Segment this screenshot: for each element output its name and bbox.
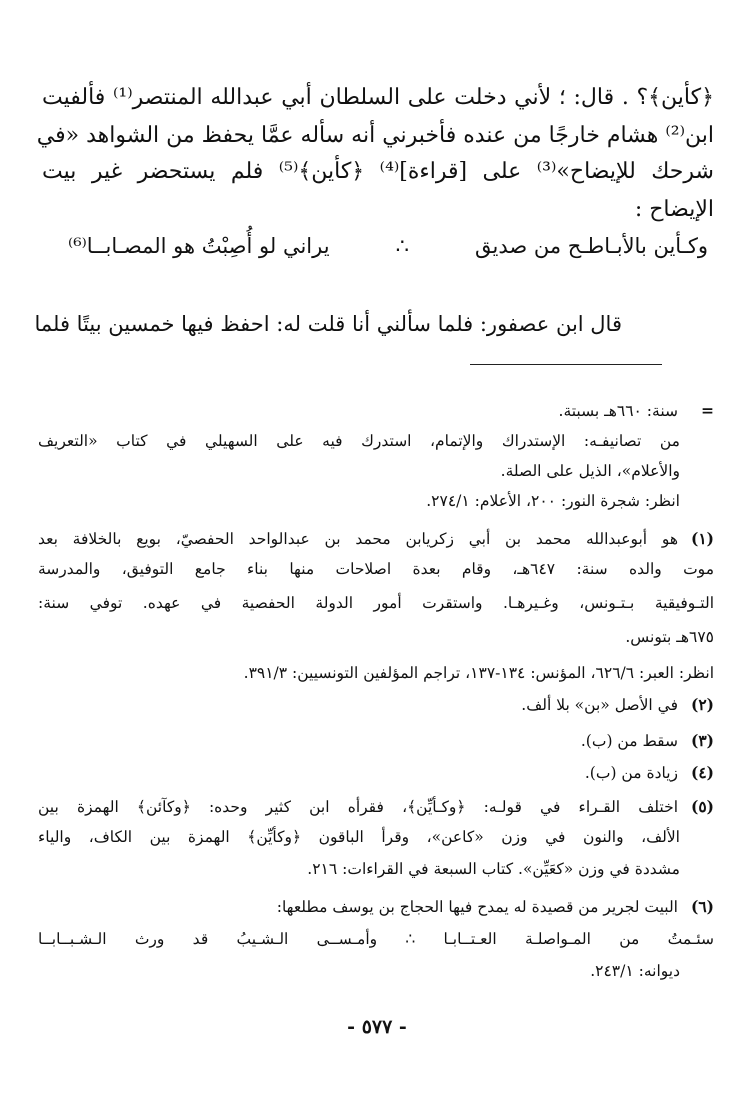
footnote-line: مشددة في وزن «كعَيِّن». كتاب السبعة في القراءات: ٢١٦. bbox=[307, 860, 680, 878]
footnote-number: (٥) bbox=[690, 797, 714, 816]
footnote-line bbox=[38, 894, 714, 920]
footnote-number: = bbox=[701, 401, 714, 420]
footnote-line bbox=[38, 692, 714, 718]
footnote-number: (٦) bbox=[690, 897, 714, 916]
main-text-line-2: ابن⁽²⁾ هشام خارجًا من عنده فأخبرني أنه سأله عمَّا يحفظ من الشواهد «في bbox=[36, 123, 714, 148]
footnote-text: سنة: ٦٦٠هـ بسبتة. bbox=[558, 402, 678, 420]
main-text-after-verse: قال ابن عصفور: فلما سألني أنا قلت له: احفظ فيها خمسين بيتًا فلما bbox=[34, 312, 622, 336]
verse-second-hemistich: يراني لو أُصِبْتُ هو المصـابــا⁽⁶⁾ bbox=[68, 234, 330, 258]
footnote-line bbox=[38, 526, 714, 552]
footnote-text: هو أبوعبدالله محمد بن أبي زكريابن محمد بن عبدالواحد الحفصيّ، بويع بالخلافة بعد bbox=[38, 530, 678, 548]
footnote-line: انظر: العبر: ٦٢٦/٦، المؤنس: ١٣٤-١٣٧، تراجم المؤلفين التونسيين: ٣٩١/٣. bbox=[243, 664, 714, 682]
footnote-number: (١) bbox=[690, 529, 714, 548]
main-text-line-1: ﴿كأين﴾؟ . قال: ؛ لأني دخلت على السلطان أبي عبدالله المنتصر⁽¹⁾ فألفيت bbox=[42, 85, 714, 110]
main-text-line-3: شرحك للإيضاح»⁽³⁾ على [قراءة]⁽⁴⁾ ﴿كأين﴾⁽⁵⁾ فلم يستحضر غير بيت bbox=[42, 159, 714, 184]
main-text-line-4: الإيضاح : bbox=[634, 197, 714, 222]
footnote-line: من تصانيفـه: الإستدراك والإتمام، استدرك فيه على السهيلي في كتاب «التعريف bbox=[38, 432, 680, 450]
footnote-line: ديوانه: ٢٤٣/١. bbox=[590, 962, 680, 980]
footnote-text: زيادة من (ب). bbox=[584, 764, 678, 782]
footnote-line bbox=[38, 398, 714, 424]
footnote-text: في الأصل «بن» بلا ألف. bbox=[521, 696, 678, 714]
footnote-line bbox=[38, 794, 714, 820]
page-number: - ٥٧٧ - bbox=[347, 1016, 407, 1038]
verse-separator: ∴ bbox=[395, 234, 409, 258]
verse-first-hemistich: وكـأين بالأبـاطـح من صديق bbox=[474, 234, 708, 258]
footnote-divider bbox=[470, 364, 662, 365]
footnote-line: التـوفيقية بـتـونس، وغـيرهـا. واستقرت أمور الدولة الحفصية في عهده. توفي سنة: bbox=[38, 594, 714, 612]
footnote-line: موت والده سنة: ٦٤٧هـ، وقام بعدة اصلاحات منها بناء جامع التوفيق، والمدرسة bbox=[38, 560, 714, 578]
footnote-verse-line: سئـمتُ من المـواصلـة العـتــابـا ∴ وأمـســى الـشـيبُ قد ورث الـشـبــابــا bbox=[38, 930, 714, 948]
footnote-line: ٦٧٥هـ بتونس. bbox=[625, 628, 714, 646]
footnote-line: الألف، والنون في وزن «كاعن»، وقرأ الباقون ﴿وكأيِّن﴾ الهمزة بين الكاف، والياء bbox=[38, 828, 680, 846]
footnote-number: (٢) bbox=[690, 695, 714, 714]
footnote-line bbox=[38, 760, 714, 786]
footnote-number: (٣) bbox=[690, 731, 714, 750]
footnote-text: البيت لجرير من قصيدة له يمدح فيها الحجاج بن يوسف مطلعها: bbox=[276, 898, 678, 916]
footnote-text: سقط من (ب). bbox=[580, 732, 678, 750]
footnote-line: والأعلام»، الذيل على الصلة. bbox=[500, 462, 680, 480]
poetry-verse bbox=[68, 232, 708, 260]
footnote-line bbox=[38, 728, 714, 754]
footnote-number: (٤) bbox=[690, 763, 714, 782]
footnote-text: اختلف القـراء في قولـه: ﴿وكـأيِّن﴾، فقرأه ابن كثير وحده: ﴿وكآئن﴾ الهمزة بين bbox=[38, 798, 678, 816]
footnote-line: انظر: شجرة النور: ٢٠٠، الأعلام: ٢٧٤/١. bbox=[426, 492, 680, 510]
